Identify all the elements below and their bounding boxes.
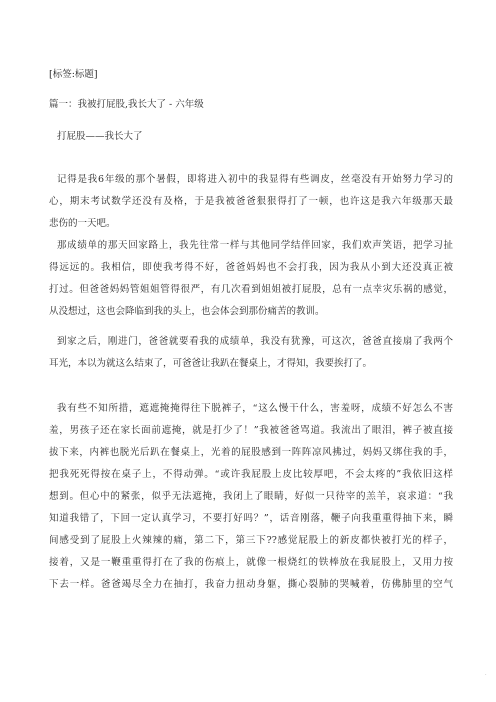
paragraph-line: 拔下来，内裤也脱光后趴在餐桌上，光着的屁股感到一阵阵凉风拂过，妈妈又绑住我的手， bbox=[49, 447, 453, 458]
document-tag: [标签:标题] bbox=[49, 69, 98, 80]
paragraph-line: 记得是我6年级的那个暑假，即将进入初中的我显得有些调皮，丝毫没有开始努力学习的 bbox=[57, 174, 453, 185]
paragraph-line: 心，期末考试数学还没有及格，于是我被爸爸狠狠得打了一顿，也许这是我六年级那天最 bbox=[49, 196, 453, 207]
paragraph-2 bbox=[49, 235, 453, 323]
paragraph-4 bbox=[49, 398, 453, 596]
paragraph-line: 我有些不知所措，遮遮掩掩得往下脱裤子，“这么慢干什么，害羞呀，成绩不好怎么不害 bbox=[57, 403, 453, 414]
paragraph-1 bbox=[49, 169, 453, 235]
paragraph-line: 间感受到了屁股上火辣辣的痛，第二下，第三下??感觉屁股上的新皮都快被打光的样子， bbox=[49, 535, 453, 546]
paragraph-line: 下去一样。爸爸竭尽全力在抽打，我奋力扭动身躯，撕心裂肺的哭喊着，仿佛肺里的空气 bbox=[49, 579, 453, 590]
paragraph-line: 到家之后，刚进门，爸爸就要看我的成绩单，我没有犹豫，可这次，爸爸直接扇了我两个 bbox=[57, 336, 453, 347]
paragraph-line: 接着，又是一鞭重重得打在了我的伤痕上，就像一根烧红的铁棒放在我屁股上，又用力按 bbox=[49, 557, 453, 568]
document-subheading: 打屁股——我长大了 bbox=[57, 131, 143, 142]
paragraph-line: 悲伤的一天吧。 bbox=[49, 218, 116, 229]
paragraph-line: 耳光，本以为就这么结束了，可爸爸让我趴在餐桌上，才得知，我要挨打了。 bbox=[49, 358, 373, 369]
paragraph-line: 那成绩单的那天回家路上，我先往常一样与其他同学结伴回家，我们欢声笑语，把学习扯 bbox=[57, 240, 453, 251]
paragraph-line: 打过。但爸爸妈妈管姐姐管得很严，有几次看到姐姐被打屁股，总有一点幸灾乐祸的感觉， bbox=[49, 284, 453, 295]
paragraph-line: 从没想过，这也会降临到我的头上，也会体会到那份痛苦的教训。 bbox=[49, 306, 325, 317]
paragraph-3 bbox=[49, 331, 453, 375]
paragraph-line: 知道我错了，下回一定认真学习，不要打好吗？”，话音刚落，鞭子向我重重得抽下来，瞬 bbox=[49, 513, 453, 524]
corner-mark: . bbox=[485, 671, 487, 677]
paragraph-line: 羞，男孩子还在家长面前遮掩，就是打少了！”我被爸爸骂道。我流出了眼泪，裤子被直接 bbox=[49, 425, 453, 436]
document-heading: 篇一：我被打屁股,我长大了 - 六年级 bbox=[49, 99, 204, 110]
paragraph-line: 得远远的。我相信，即使我考得不好，爸爸妈妈也不会打我，因为我从小到大还没真正被 bbox=[49, 262, 453, 273]
paragraph-line: 把我死死得按在桌子上，不得动弹。“或许我屁股上皮比较厚吧，不会太疼的”我依旧这样 bbox=[49, 469, 453, 480]
paragraph-line: 想到。但心中的紧张，似乎无法遮掩，我闭上了眼睛，好似一只待宰的羔羊，哀求道：“我 bbox=[49, 491, 453, 502]
